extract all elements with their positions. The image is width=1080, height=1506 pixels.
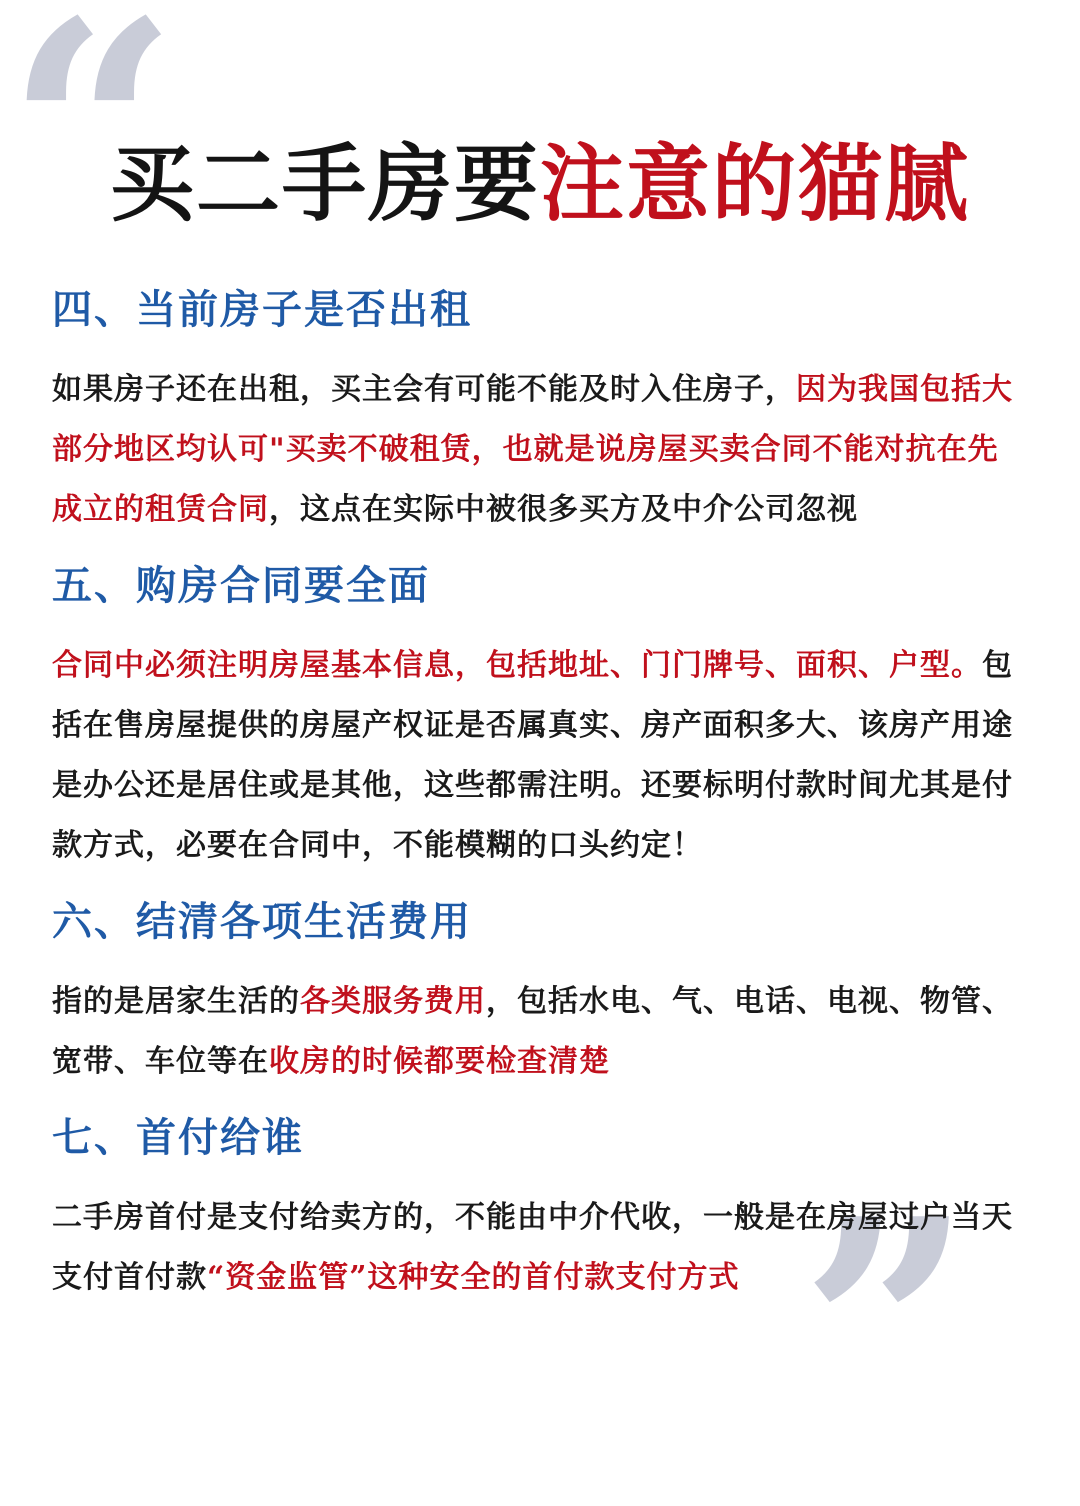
text-highlight: “资金监管”这种安全的首付款支付方式 <box>207 1260 740 1295</box>
text-highlight: 各类服务费用 <box>300 984 486 1019</box>
title-red-part: 注意的猫腻 <box>540 135 971 233</box>
section-heading: 六、结清各项生活费用 <box>52 899 472 945</box>
section-paragraph <box>52 636 1024 876</box>
title-black-part: 买二手房要 <box>109 135 540 233</box>
close-quote-icon: ” <box>800 1153 973 1506</box>
section-paragraph <box>52 1188 1024 1308</box>
section-living-fees <box>52 894 1024 1092</box>
section-rental <box>52 282 1024 540</box>
section-paragraph <box>52 972 1024 1092</box>
section-contract <box>52 558 1024 876</box>
open-quote-icon: “ <box>6 0 179 308</box>
section-paragraph <box>52 360 1024 540</box>
text-normal: ，包括水电、气、电话、电视、物管、宽带、车位等在 <box>52 984 1013 1079</box>
text-highlight: 因为我国包括大部分地区均认可"买卖不破租赁，也就是说房屋买卖合同不能对抗在先成立的租赁合同 <box>52 372 1013 527</box>
text-normal: ，这点在实际中被很多买方及中介公司忽视 <box>269 492 858 527</box>
section-down-payment <box>52 1110 1024 1308</box>
section-heading: 四、当前房子是否出租 <box>52 287 472 333</box>
text-normal: 包括在售房屋提供的房屋产权证是否属真实、房产面积多大、该房产用途是办公还是居住或是其他，这些都需注明。还要标明付款时间尤其是付款方式，必要在合同中，不能模糊的口头约定！ <box>52 648 1013 863</box>
text-normal: 如果房子还在出租，买主会有可能不能及时入住房子， <box>52 372 796 407</box>
article-body <box>52 282 1024 1326</box>
text-normal: 二手房首付是支付给卖方的，不能由中介代收，一般是在房屋过户当天支付首付款 <box>52 1200 1013 1295</box>
text-highlight: 收房的时候都要检查清楚 <box>269 1044 610 1079</box>
text-highlight: 合同中必须注明房屋基本信息，包括地址、门门牌号、面积、户型。 <box>52 648 982 683</box>
section-heading: 五、购房合同要全面 <box>52 563 430 609</box>
page-title <box>0 135 1080 233</box>
section-heading: 七、首付给谁 <box>52 1115 304 1161</box>
text-normal: 指的是居家生活的 <box>52 984 300 1019</box>
